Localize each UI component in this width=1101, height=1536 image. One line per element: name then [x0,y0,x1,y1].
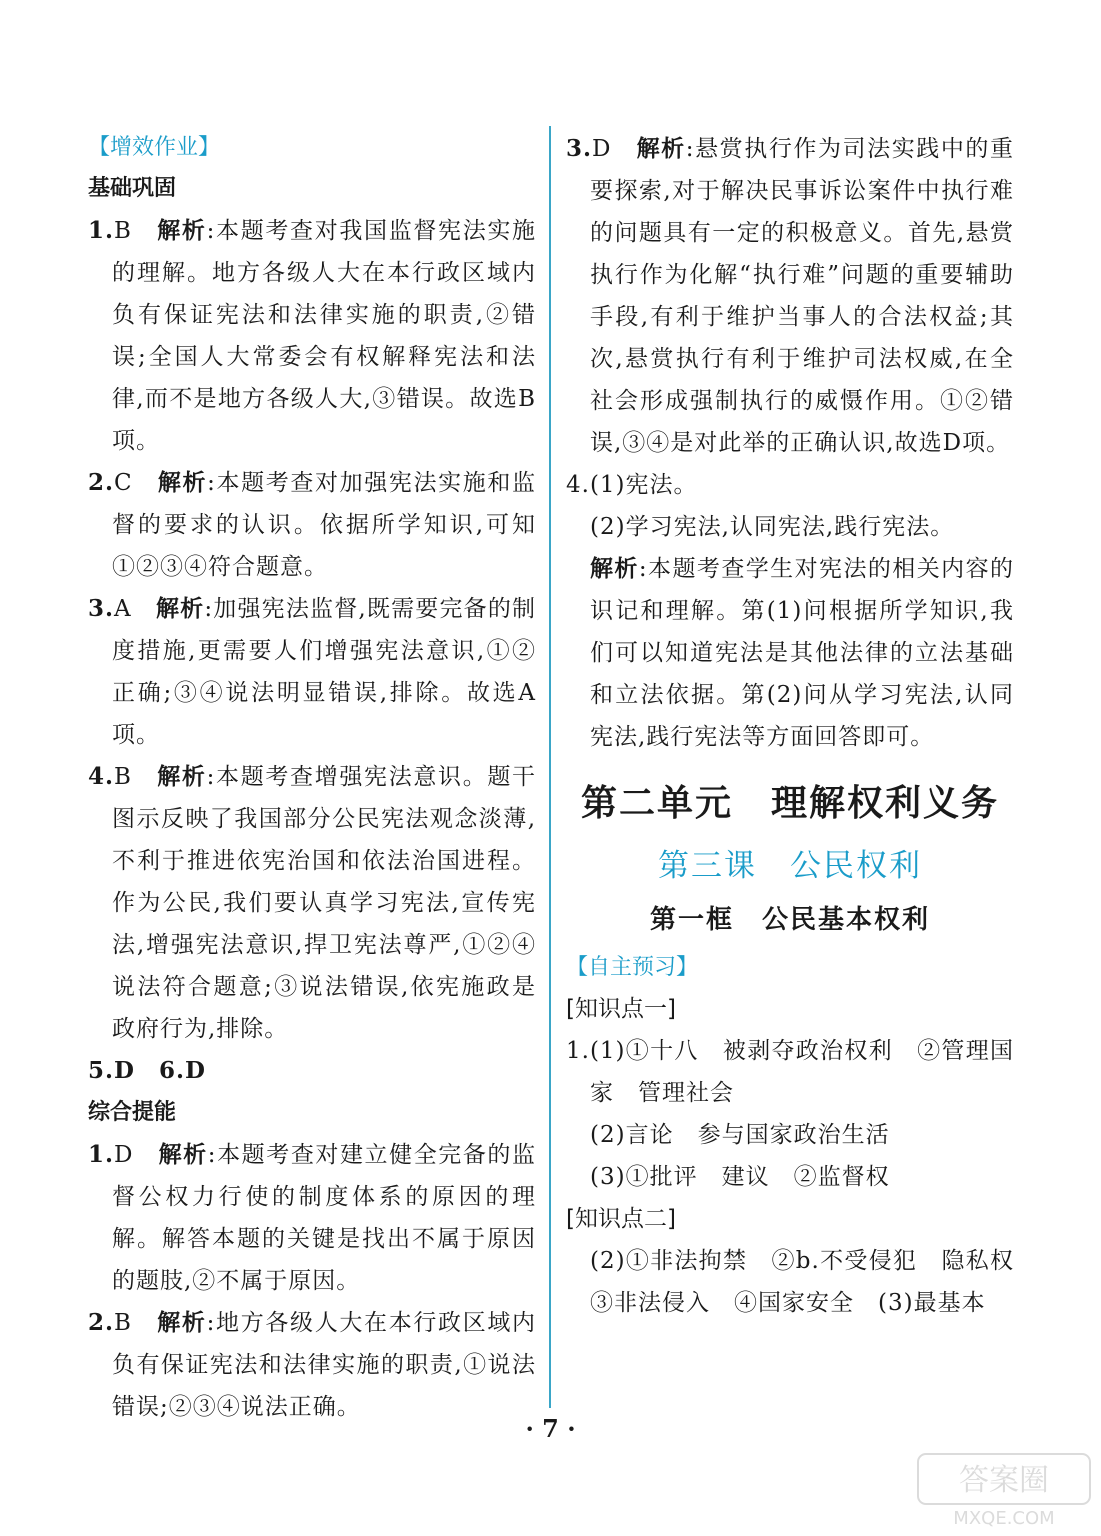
kp1-line-3: (3)①批评 建议 ②监督权 [590,1164,890,1190]
frame-title: 第一框 公民基本权利 [649,905,930,935]
item-answer: B [114,218,158,244]
analysis-text: :本题考查增强宪法意识。题干图示反映了我国部分公民宪法观念淡薄,不利于推进依宪治国和依法治国进程。作为公民,我们要认真学习宪法,宣传宪法,增强宪法意识,捍卫宪法尊严,①②④说法符合题意;③说法错误,依宪施政是政府行为,排除。 [112,764,537,1042]
svg-text:答案圈: 答案圈 [959,1463,1049,1498]
basic-answer-2 [88,462,536,588]
kp1-line-1: 1.(1)①十八 被剥夺政治权利 ②管理国家 管理社会 [566,1038,1014,1106]
analysis-text: :本题考查对加强宪法实施和监督的要求的认识。依据所学知识,可知①②③④符合题意。 [112,470,536,580]
column-divider [549,126,551,1408]
heading-synthesis: 综合提能 [88,1100,177,1125]
answer-line-5-6: 5.D 6.D [88,1057,206,1084]
item-number: 3. [88,595,115,622]
synthesis-answers [88,1134,536,1428]
svg-text:MXQE.COM: MXQE.COM [953,1508,1055,1529]
basic-answer-1 [88,210,536,462]
analysis-text: :地方各级人大在本行政区域内负有保证宪法和法律实施的职责,①说法错误;②③④说法正确。 [112,1310,537,1420]
answer-4-line-1: 4.(1)宪法。 [566,472,698,498]
kp1-line-2: (2)言论 参与国家政治生活 [590,1122,890,1148]
knowledge-point-2-label: [知识点二] [566,1206,676,1232]
section-tag-self-preview: 【自主预习】 [566,955,699,980]
analysis-text: :悬赏执行作为司法实践中的重要探索,对于解决民事诉讼案件中执行难的问题具有一定的积极意义。首先,悬赏执行作为化解“执行难”问题的重要辅助手段,有利于维护当事人的合法权益;其次,悬赏执行有利于维护司法权威,在全社会形成强制执行的威慑作用。①②错误,③④是对此举的正确认识,故选D项。 [590,136,1014,456]
answer-4-analysis [566,548,1014,758]
item-answer: D [592,136,637,162]
analysis-keyword: 解析 [157,218,207,244]
section-tag-effect-homework: 【增效作业】 [88,135,221,160]
item-answer: D [114,1142,159,1168]
item-answer: B [114,1310,158,1336]
basic-answer-3 [88,588,536,756]
basic-answers [88,210,536,1050]
right-answer-3 [566,128,1014,464]
item-number: 2. [88,469,115,496]
heading-basic: 基础巩固 [88,176,177,201]
item-number: 1. [88,217,115,244]
answer-4-line-2: (2)学习宪法,认同宪法,践行宪法。 [590,514,955,540]
analysis-keyword: 解析 [636,136,686,162]
analysis-text: :本题考查学生对宪法的相关内容的识记和理解。第(1)问根据所学知识,我们可以知道宪法是其他法律的立法基础和立法依据。第(2)问从学习宪法,认同宪法,践行宪法等方面回答即可。 [590,556,1015,750]
synthesis-answer-2 [88,1302,536,1428]
item-answer: B [114,764,158,790]
item-number: 2. [88,1309,115,1336]
watermark-logo [916,1452,1092,1530]
left-column [88,128,536,1428]
analysis-keyword: 解析 [156,596,205,622]
basic-answer-4 [88,756,536,1050]
item-number: 4. [88,763,115,790]
analysis-keyword: 解析 [157,764,207,790]
item-number: 1. [88,1141,115,1168]
item-answer: C [114,470,158,496]
item-number: 3. [566,135,593,162]
analysis-text: :加强宪法监督,既需要完备的制度措施,更需要人们增强宪法意识,①②正确;③④说法明显错误,排除。故选A项。 [112,596,536,748]
analysis-text: :本题考查对我国监督宪法实施的理解。地方各级人大在本行政区域内负有保证宪法和法律实施的职责,②错误;全国人大常委会有权解释宪法和法律,而不是地方各级人大,③错误。故选B项。 [112,218,537,454]
synthesis-answer-1 [88,1134,536,1302]
answer-item-3 [566,128,1014,464]
analysis-keyword: 解析 [590,556,639,582]
analysis-keyword: 解析 [158,1142,208,1168]
item-answer: A [114,596,156,622]
kp2-line-1: (2)①非法拘禁 ②b.不受侵犯 隐私权 ③非法侵入 ④国家安全 (3)最基本 [590,1248,1038,1316]
analysis-keyword: 解析 [157,470,208,496]
page-number: · 7 · [525,1414,576,1443]
right-column [566,128,1038,1324]
lesson-title: 第三课 公民权利 [658,848,922,884]
unit-title: 第二单元 理解权利义务 [580,783,999,824]
analysis-text: :本题考查对建立健全完备的监督公权力行使的制度体系的原因的理解。解答本题的关键是找出不属于原因的题肢,②不属于原因。 [112,1142,536,1294]
knowledge-point-1-label: [知识点一] [566,996,676,1022]
analysis-keyword: 解析 [157,1310,207,1336]
